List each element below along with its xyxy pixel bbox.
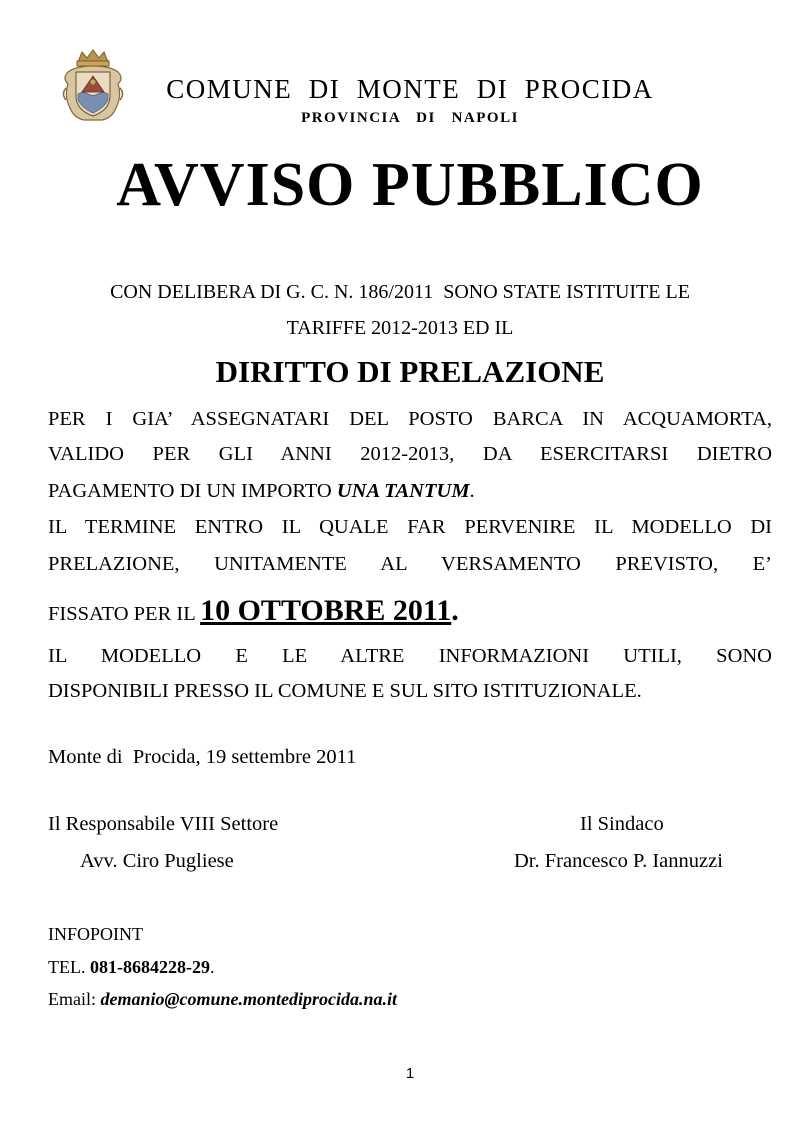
- body-line-6: [48, 594, 772, 628]
- telephone-number: 081-8684228-29: [90, 957, 210, 977]
- body-line-8: DISPONIBILI PRESSO IL COMUNE E SUL SITO ISTITUZIONALE.: [48, 680, 642, 702]
- deadline-period: .: [451, 594, 459, 627]
- intro-line-1: CON DELIBERA DI G. C. N. 186/2011 SONO STATE ISTITUITE LE: [110, 281, 690, 303]
- province-name: PROVINCIA DI NAPOLI: [301, 110, 519, 126]
- una-tantum-emphasis: UNA TANTUM: [336, 480, 470, 502]
- body-line-7: IL MODELLO E LE ALTRE INFORMAZIONI UTILI, SONO: [48, 645, 772, 667]
- body-line-1: PER I GIA’ ASSEGNATARI DEL POSTO BARCA IN ACQUAMORTA,: [48, 408, 772, 430]
- infopoint-label: INFOPOINT: [48, 924, 144, 944]
- telephone-label: TEL.: [48, 957, 90, 977]
- body-line-3: [48, 480, 772, 503]
- responsible-title: Il Responsabile VIII Settore: [48, 813, 279, 835]
- place-and-date: Monte di Procida, 19 settembre 2011: [48, 746, 357, 768]
- mayor-title: Il Sindaco: [580, 813, 664, 835]
- email-line: [48, 989, 397, 1010]
- responsible-name: Avv. Ciro Pugliese: [80, 850, 234, 872]
- notice-title: AVVISO PUBBLICO: [116, 151, 704, 219]
- municipality-name: COMUNE DI MONTE DI PROCIDA: [166, 74, 654, 104]
- body-line-3-text: PAGAMENTO DI UN IMPORTO: [48, 480, 337, 502]
- telephone-line: [48, 957, 215, 978]
- intro-line-2: TARIFFE 2012-2013 ED IL: [286, 317, 514, 339]
- telephone-end: .: [210, 957, 215, 977]
- body-line-2: VALIDO PER GLI ANNI 2012-2013, DA ESERCITARSI DIETRO: [48, 443, 772, 465]
- email-label: Email:: [48, 989, 101, 1009]
- page-number: 1: [405, 1065, 415, 1082]
- mayor-name: Dr. Francesco P. Iannuzzi: [514, 850, 723, 872]
- email-address-link[interactable]: demanio@comune.montediprocida.na.it: [100, 989, 397, 1009]
- notice-subtitle: DIRITTO DI PRELAZIONE: [215, 354, 605, 389]
- body-line-4: IL TERMINE ENTRO IL QUALE FAR PERVENIRE IL MODELLO DI: [48, 516, 772, 538]
- body-line-3-end: .: [469, 480, 475, 502]
- body-line-6-text: FISSATO PER IL: [48, 603, 201, 625]
- body-line-5: PRELAZIONE, UNITAMENTE AL VERSAMENTO PREVISTO, E’: [48, 553, 772, 575]
- deadline-date: 10 OTTOBRE 2011: [200, 594, 452, 627]
